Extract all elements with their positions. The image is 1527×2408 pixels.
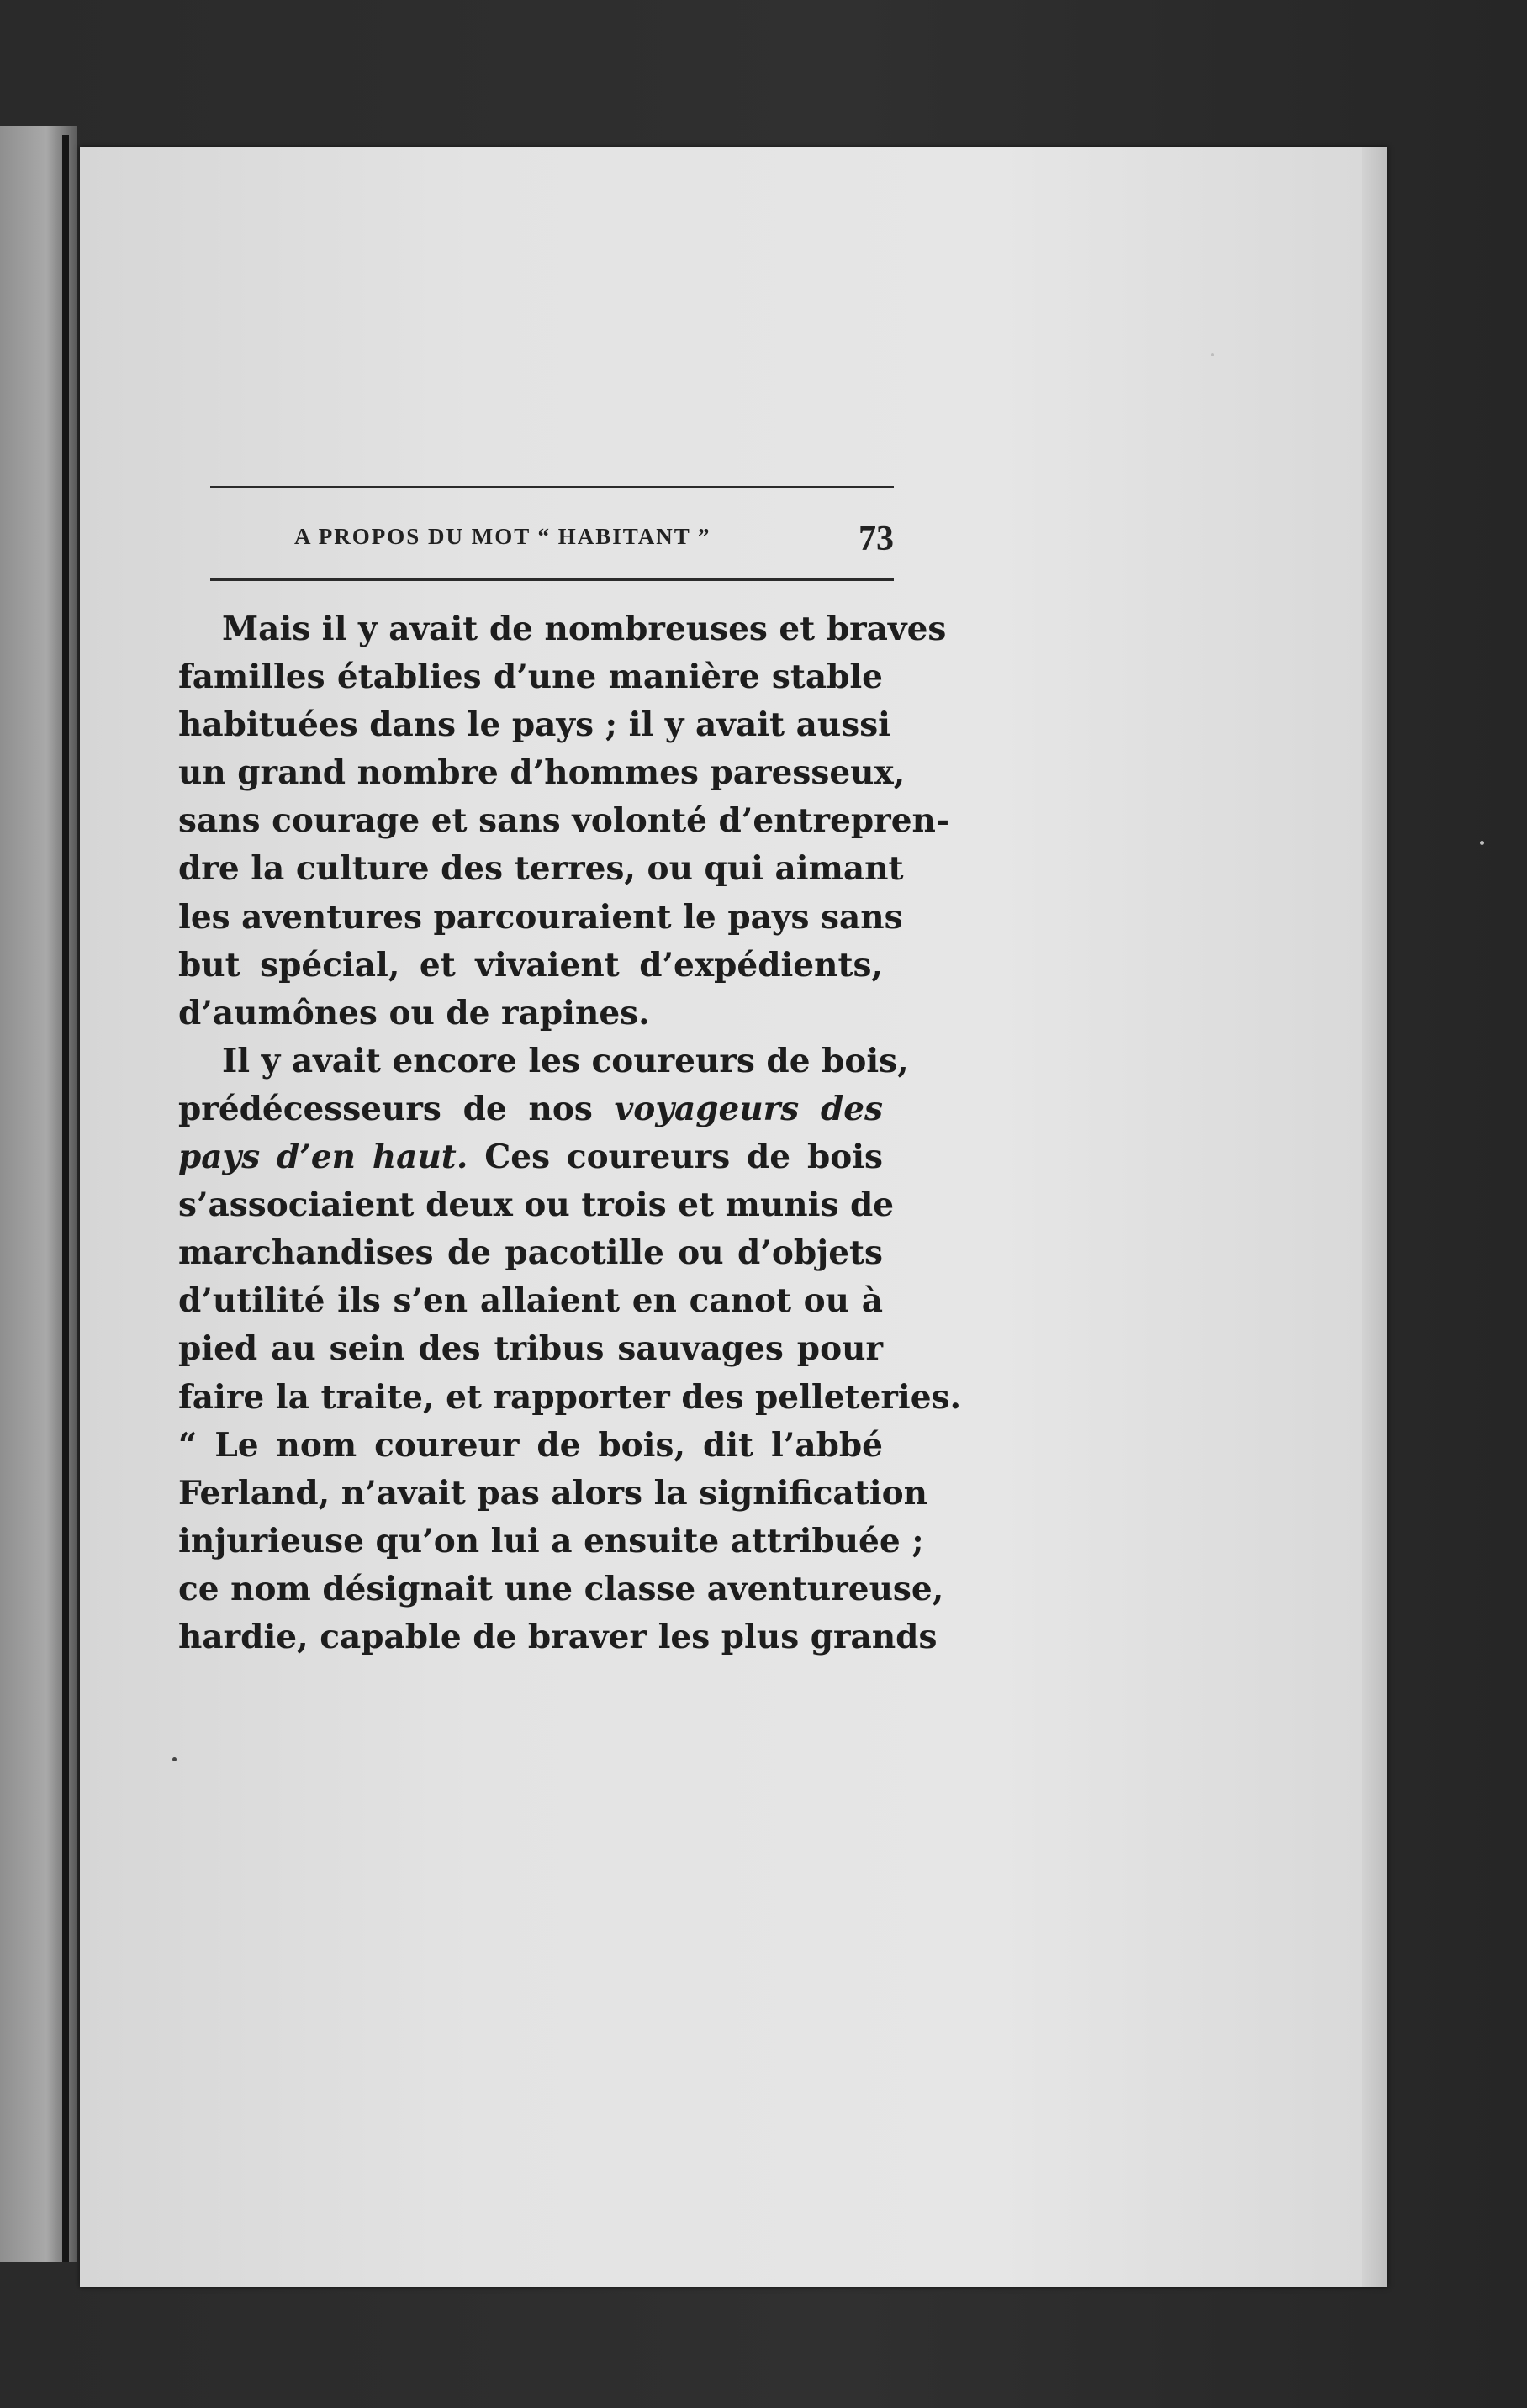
header-rule-top: [210, 486, 894, 488]
text-line: d’aumônes ou de rapines.: [178, 993, 650, 1032]
text-line: marchandises de pacotille ou d’objets: [178, 1233, 883, 1273]
page-fore-edge: [1362, 147, 1387, 2287]
text-line: d’utilité ils s’en allaient en canot ou à: [178, 1281, 883, 1321]
text-line: ce nom désignait une classe aventureuse,: [178, 1569, 944, 1608]
paper-speck: [172, 1757, 177, 1761]
text-line: habituées dans le pays ; il y avait aussi: [178, 705, 890, 745]
header-rule-bottom: [210, 578, 894, 581]
text-segment: Ces coureurs de bois: [484, 1138, 883, 1177]
text-line: familles établies d’une manière stable: [178, 657, 883, 697]
text-line: but spécial, et vivaient d’expédients,: [178, 945, 883, 985]
italic-segment: pays d’en haut.: [178, 1138, 468, 1177]
text-line: Mais il y avait de nombreuses et braves: [222, 610, 947, 648]
paper-speck: [1480, 841, 1484, 845]
body-text: [178, 605, 962, 1661]
text-line: Ferland, n’avait pas alors la signification: [178, 1473, 928, 1513]
text-line: dre la culture des terres, ou qui aimant: [178, 849, 904, 889]
text-segment: prédécesseurs de nos: [178, 1089, 593, 1128]
paper-speck: [1211, 353, 1214, 356]
text-line: injurieuse qu’on lui a ensuite attribuée ;: [178, 1521, 924, 1560]
text-line: [178, 1085, 883, 1133]
text-line: “ Le nom coureur de bois, dit l’abbé: [178, 1425, 883, 1465]
text-line: hardie, capable de braver les plus grands: [178, 1617, 938, 1656]
running-head-title: A PROPOS DU MOT “ HABITANT ”: [294, 524, 711, 549]
text-line: [178, 1133, 883, 1181]
text-line: les aventures parcouraient le pays sans: [178, 897, 903, 937]
running-head: [210, 519, 894, 561]
text-line: Il y avait encore les coureurs de bois,: [222, 1041, 909, 1080]
text-line: sans courage et sans volonté d’entrepren-: [178, 801, 950, 841]
page-gutter-shadow: [62, 135, 69, 2262]
text-line: un grand nombre d’hommes paresseux,: [178, 753, 906, 793]
page-number: 73: [859, 520, 894, 558]
text-line: faire la traite, et rapporter des pelleteries.: [178, 1377, 962, 1417]
text-line: s’associaient deux ou trois et munis de: [178, 1186, 895, 1225]
italic-segment: voyageurs des: [614, 1089, 884, 1128]
text-line: pied au sein des tribus sauvages pour: [178, 1329, 883, 1369]
